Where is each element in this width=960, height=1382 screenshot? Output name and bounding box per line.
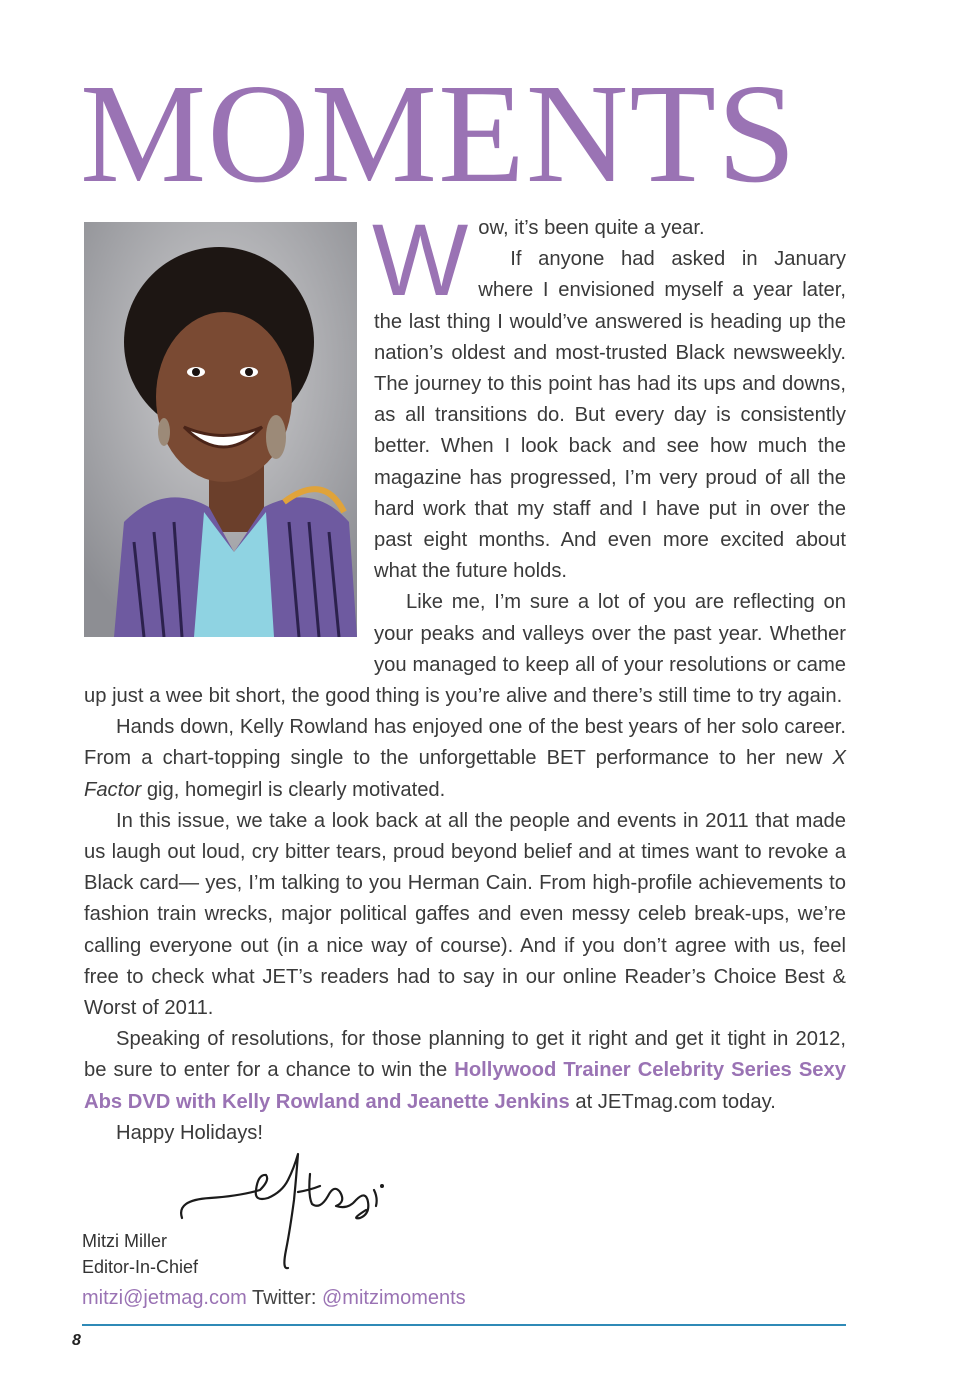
text-run: gig, homegirl is clearly motivated. xyxy=(141,778,446,801)
editor-name: Mitzi Miller xyxy=(82,1231,167,1251)
text-run: at JETmag.com today. xyxy=(569,1090,776,1113)
contact-line xyxy=(82,1284,466,1312)
drop-cap: W xyxy=(372,203,469,317)
twitter-label: Twitter: xyxy=(246,1287,322,1309)
photo-wrap-space xyxy=(84,213,374,661)
text-run: Hands down, Kelly Rowland has enjoyed one of the best years of her solo career. From a chart-topping single to the unforgettable BET performance to her new xyxy=(84,716,846,770)
promo-highlight: Hollywood Trainer Celebrity Series Sexy Abs DVD with Kelly Rowland and Jeanette Jenkins xyxy=(84,1059,846,1113)
paragraph xyxy=(84,1024,846,1118)
page-number: 8 xyxy=(72,1332,81,1349)
paragraph: If anyone had asked in January where I envisioned myself a year later, the last thing I would’ve answered is heading up the nation’s oldest and most-trusted Black newsweekly. The journey to this point has had its ups and downs, as all transitions do. But every day is consistently better. When I look back and see how much the magazine has progressed, I’m very proud of all the hard work that my staff and I have put in over the past eight months. And even more excited about what the future holds. xyxy=(374,248,846,583)
footer-rule xyxy=(82,1324,846,1326)
paragraph xyxy=(84,712,846,806)
handwritten-signature-icon xyxy=(170,1140,410,1280)
editor-letter xyxy=(84,203,846,1149)
opening-line: ow, it’s been quite a year. xyxy=(478,217,705,239)
editor-role: Editor-In-Chief xyxy=(82,1257,199,1277)
signature-block xyxy=(82,1228,198,1280)
email-link[interactable]: mitzi@jetmag.com xyxy=(82,1287,247,1309)
paragraph: In this issue, we take a look back at all the people and events in 2011 that made us laugh out loud, cry bitter tears, proud beyond belief and at times want to revoke a Black card— yes, I’m talking to you Herman Cain. From high-profile achievements to fashion train wrecks, major political gaffes and even messy celeb break-ups, we’re calling everyone out (in a nice way of course). And if you don’t agree with us, feel free to check what JET’s readers had to say in our online Reader’s Choice Best & Worst of 2011. xyxy=(84,809,846,1020)
page-title: MOMENTS xyxy=(80,54,798,212)
paragraph-closing: Happy Holidays! xyxy=(116,1121,263,1144)
show-title: X Factor xyxy=(84,747,846,801)
twitter-handle-link[interactable]: @mitzimoments xyxy=(322,1287,466,1309)
text-run: Speaking of resolutions, for those planning to get it right and get it tight in 2012, be sure to enter for a chance to win the xyxy=(84,1028,846,1082)
paragraph: Like me, I’m sure a lot of you are reflecting on your peaks and valleys over the past year. Whether you managed to keep all of your resolutions or came up just a wee bit short, the good thing is you’re alive and there’s still time to try again. xyxy=(84,591,846,708)
